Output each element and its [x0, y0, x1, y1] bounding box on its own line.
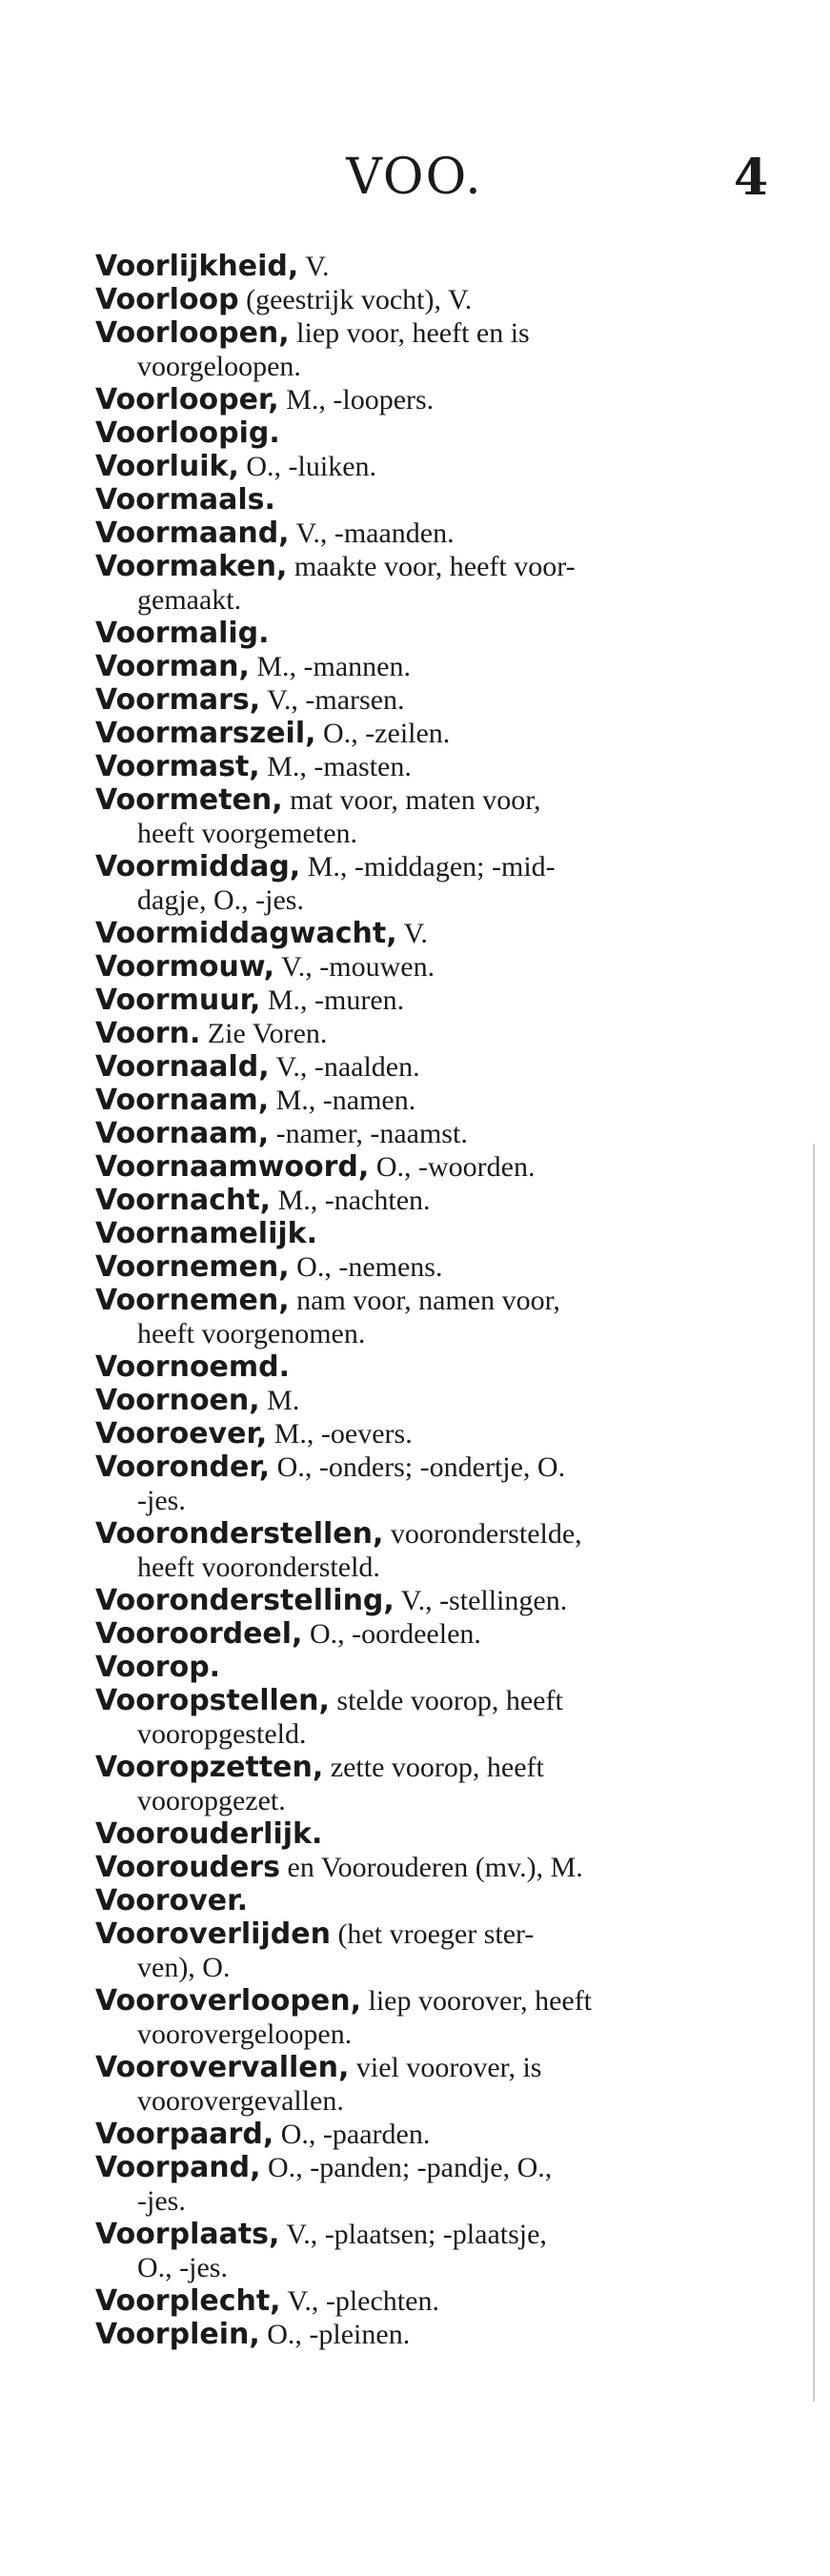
entry-definition: O., -pleinen. — [259, 2319, 411, 2350]
dictionary-entry — [95, 1050, 762, 1084]
dictionary-entry — [95, 1217, 762, 1250]
dictionary-entry — [95, 917, 762, 950]
entry-headword: Vooropstellen, — [95, 1684, 330, 1717]
entry-headword: Voorpaard, — [95, 2118, 274, 2151]
entry-headword: Voormouw, — [95, 950, 275, 984]
dictionary-entry — [95, 1684, 762, 1751]
dictionary-entry — [95, 1417, 762, 1450]
entry-headword: Voornacht, — [95, 1184, 272, 1217]
entry-definition: en Voorouderen (mv.), M. — [280, 1852, 583, 1883]
entry-headword: Voornemen, — [95, 1284, 290, 1317]
entry-headword: Voorouderlijk. — [95, 1817, 323, 1851]
entry-headword: Voornaald, — [95, 1050, 270, 1084]
page-number: 4 — [734, 149, 769, 207]
entry-headword: Vooroverlijden — [95, 1917, 331, 1951]
page-title: VOO. — [346, 149, 483, 206]
entry-definition: V., -maanden. — [289, 517, 455, 549]
dictionary-entry — [95, 984, 762, 1017]
entry-definition: O., -onders; -ondertje, O. — [270, 1451, 566, 1483]
dictionary-entry — [95, 2118, 762, 2151]
dictionary-entry — [95, 1517, 762, 1584]
entry-definition: M., -oevers. — [267, 1418, 413, 1450]
entry-headword: Voormaken, — [95, 550, 288, 583]
entry-definition: liep voor, heeft en is — [289, 317, 530, 349]
entry-headword: Voornaam, — [95, 1084, 270, 1117]
entry-continuation: gemaakt. — [137, 584, 242, 616]
entry-headword: Vooropzetten, — [95, 1751, 324, 1784]
entry-headword: Voorpand, — [95, 2151, 261, 2184]
entry-headword: Voormiddagwacht, — [95, 917, 397, 950]
entry-headword: Voormaand, — [95, 517, 290, 550]
entry-headword: Vooroever, — [95, 1417, 268, 1450]
entry-headword: Vooroordeel, — [95, 1617, 303, 1651]
entry-headword: Voornaamwoord, — [95, 1150, 370, 1184]
entry-headword: Vooronderstellen, — [95, 1517, 384, 1551]
dictionary-entry — [95, 1084, 762, 1117]
dictionary-entry — [95, 1117, 762, 1150]
entry-definition: maakte voor, heeft voor- — [287, 551, 576, 582]
entry-definition: M., -mannen. — [249, 651, 411, 682]
entry-continuation: -jes. — [137, 1485, 186, 1516]
entry-definition: O., -woorden. — [369, 1151, 536, 1183]
entry-headword: Voormaals. — [95, 483, 275, 517]
dictionary-entry — [95, 1917, 762, 1984]
entry-headword: Voormalig. — [95, 617, 270, 650]
entry-continuation: ven), O. — [137, 1952, 231, 1983]
entry-headword: Voorloopen, — [95, 316, 290, 350]
dictionary-entry — [95, 517, 762, 550]
entry-headword: Voornoemd. — [95, 1350, 291, 1384]
entry-headword: Voormars, — [95, 683, 261, 717]
entry-definition: O., -zeilen. — [315, 718, 451, 749]
dictionary-entry — [95, 483, 762, 517]
entry-definition: O., -paarden. — [273, 2119, 431, 2150]
entry-headword: Vooronderstelling, — [95, 1584, 395, 1617]
entry-continuation: vooropgesteld. — [137, 1718, 307, 1750]
entry-headword: Voormeten, — [95, 783, 283, 817]
entry-headword: Voormarszeil, — [95, 717, 316, 750]
entry-headword: Voornaam, — [95, 1117, 270, 1150]
entry-headword: Voorluik, — [95, 450, 239, 483]
entry-definition: liep voorover, heeft — [360, 1985, 593, 2017]
entry-continuation: voorgeloopen. — [137, 351, 301, 382]
dictionary-entry — [95, 250, 762, 283]
entry-headword: Voorop. — [95, 1651, 221, 1684]
dictionary-entry — [95, 1884, 762, 1917]
entry-definition: M., -namen. — [269, 1085, 416, 1116]
dictionary-entry — [95, 650, 762, 683]
entry-headword: Voorplecht, — [95, 2284, 281, 2318]
entry-definition: nam voor, namen voor, — [289, 1285, 560, 1316]
entry-definition: V., -plaatsen; -plaatsje, — [279, 2219, 547, 2250]
dictionary-entry — [95, 1284, 762, 1350]
entry-headword: Voornemen, — [95, 1250, 290, 1284]
entry-definition: viel voorover, is — [349, 2052, 542, 2083]
entry-continuation: -jes. — [137, 2185, 186, 2217]
entry-continuation: heeft voorgenomen. — [137, 1318, 366, 1349]
entry-definition: V., -plechten. — [280, 2285, 439, 2317]
entry-definition: V. — [396, 918, 428, 949]
entry-definition: zette voorop, heeft — [323, 1752, 544, 1783]
entry-continuation: voorovergeloopen. — [137, 2018, 353, 2050]
dictionary-entries — [95, 250, 762, 2351]
entry-headword: Voorplein, — [95, 2318, 260, 2351]
page-header — [0, 143, 830, 219]
dictionary-entry — [95, 717, 762, 750]
dictionary-entry — [95, 383, 762, 416]
entry-definition: -namer, -naamst. — [269, 1118, 468, 1149]
dictionary-entry — [95, 1184, 762, 1217]
entry-headword: Voorover. — [95, 1884, 249, 1917]
entry-definition: (geestrijk vocht), V. — [238, 284, 473, 315]
entry-headword: Voorovervallen, — [95, 2051, 350, 2084]
entry-definition: M., -muren. — [260, 984, 405, 1016]
dictionary-entry — [95, 783, 762, 850]
entry-continuation: heeft voorgemeten. — [137, 818, 358, 849]
entry-continuation: O., -jes. — [137, 2252, 228, 2283]
dictionary-entry — [95, 1817, 762, 1851]
dictionary-entry — [95, 1350, 762, 1384]
entry-headword: Voorlooper, — [95, 383, 279, 416]
entry-headword: Vooronder, — [95, 1450, 271, 1484]
dictionary-entry — [95, 1017, 762, 1050]
dictionary-entry — [95, 1617, 762, 1651]
entry-headword: Voorloop — [95, 283, 239, 316]
entry-definition: V., -mouwen. — [274, 951, 435, 983]
entry-definition: O., -panden; -pandje, O., — [260, 2152, 553, 2183]
entry-definition: M., -masten. — [259, 751, 412, 782]
dictionary-entry — [95, 1150, 762, 1184]
entry-definition: Zie Voren. — [200, 1018, 328, 1049]
entry-definition: M. — [259, 1385, 300, 1416]
entry-definition: vooronderstelde, — [383, 1518, 582, 1550]
dictionary-entry — [95, 283, 762, 316]
dictionary-entry — [95, 750, 762, 783]
dictionary-entry — [95, 2151, 762, 2218]
entry-definition: stelde voorop, heeft — [329, 1685, 563, 1716]
dictionary-entry — [95, 1851, 762, 1884]
dictionary-entry — [95, 316, 762, 383]
entry-headword: Voorman, — [95, 650, 250, 683]
entry-headword: Voormuur, — [95, 984, 261, 1017]
entry-headword: Voorn. — [95, 1017, 201, 1050]
dictionary-entry — [95, 2051, 762, 2118]
dictionary-entry — [95, 1384, 762, 1417]
dictionary-entry — [95, 550, 762, 617]
entry-continuation: voorovergevallen. — [137, 2085, 344, 2117]
dictionary-entry — [95, 1250, 762, 1284]
entry-definition: O., -nemens. — [289, 1251, 443, 1283]
entry-definition: mat voor, maten voor, — [282, 784, 541, 816]
dictionary-entry — [95, 617, 762, 650]
entry-headword: Voorplaats, — [95, 2218, 280, 2251]
dictionary-entry — [95, 2218, 762, 2284]
entry-definition: V., -marsen. — [260, 684, 405, 716]
entry-definition: M., -loopers. — [278, 384, 435, 416]
entry-headword: Voornamelijk. — [95, 1217, 317, 1250]
dictionary-entry — [95, 2284, 762, 2318]
dictionary-entry — [95, 1984, 762, 2051]
dictionary-entry — [95, 2318, 762, 2351]
dictionary-entry — [95, 450, 762, 483]
entry-headword: Voornoen, — [95, 1384, 260, 1417]
entry-definition: M., -middagen; -mid- — [300, 851, 556, 882]
entry-definition: O., -luiken. — [238, 451, 377, 482]
dictionary-entry — [95, 1751, 762, 1817]
entry-definition: V., -naalden. — [269, 1051, 420, 1083]
entry-headword: Vooroverloopen, — [95, 1984, 361, 2018]
dictionary-entry — [95, 1584, 762, 1617]
dictionary-entry — [95, 950, 762, 984]
entry-headword: Voormiddag, — [95, 850, 301, 883]
entry-continuation: vooropgezet. — [137, 1785, 286, 1816]
entry-headword: Voorloopig. — [95, 416, 280, 450]
dictionary-entry — [95, 416, 762, 450]
entry-definition: M., -nachten. — [271, 1185, 431, 1216]
entry-continuation: dagje, O., -jes. — [137, 884, 304, 916]
margin-rule — [813, 1144, 815, 2402]
entry-definition: (het vroeger ster- — [330, 1918, 535, 1950]
dictionary-entry — [95, 850, 762, 917]
dictionary-entry — [95, 683, 762, 717]
entry-definition: V. — [298, 251, 330, 282]
entry-definition: V., -stellingen. — [394, 1585, 568, 1616]
entry-headword: Voormast, — [95, 750, 260, 783]
entry-definition: O., -oordeelen. — [302, 1618, 481, 1650]
entry-headword: Voorouders — [95, 1851, 281, 1884]
entry-headword: Voorlijkheid, — [95, 250, 299, 283]
entry-continuation: heeft voorondersteld. — [137, 1552, 380, 1583]
dictionary-entry — [95, 1651, 762, 1684]
dictionary-entry — [95, 1450, 762, 1517]
